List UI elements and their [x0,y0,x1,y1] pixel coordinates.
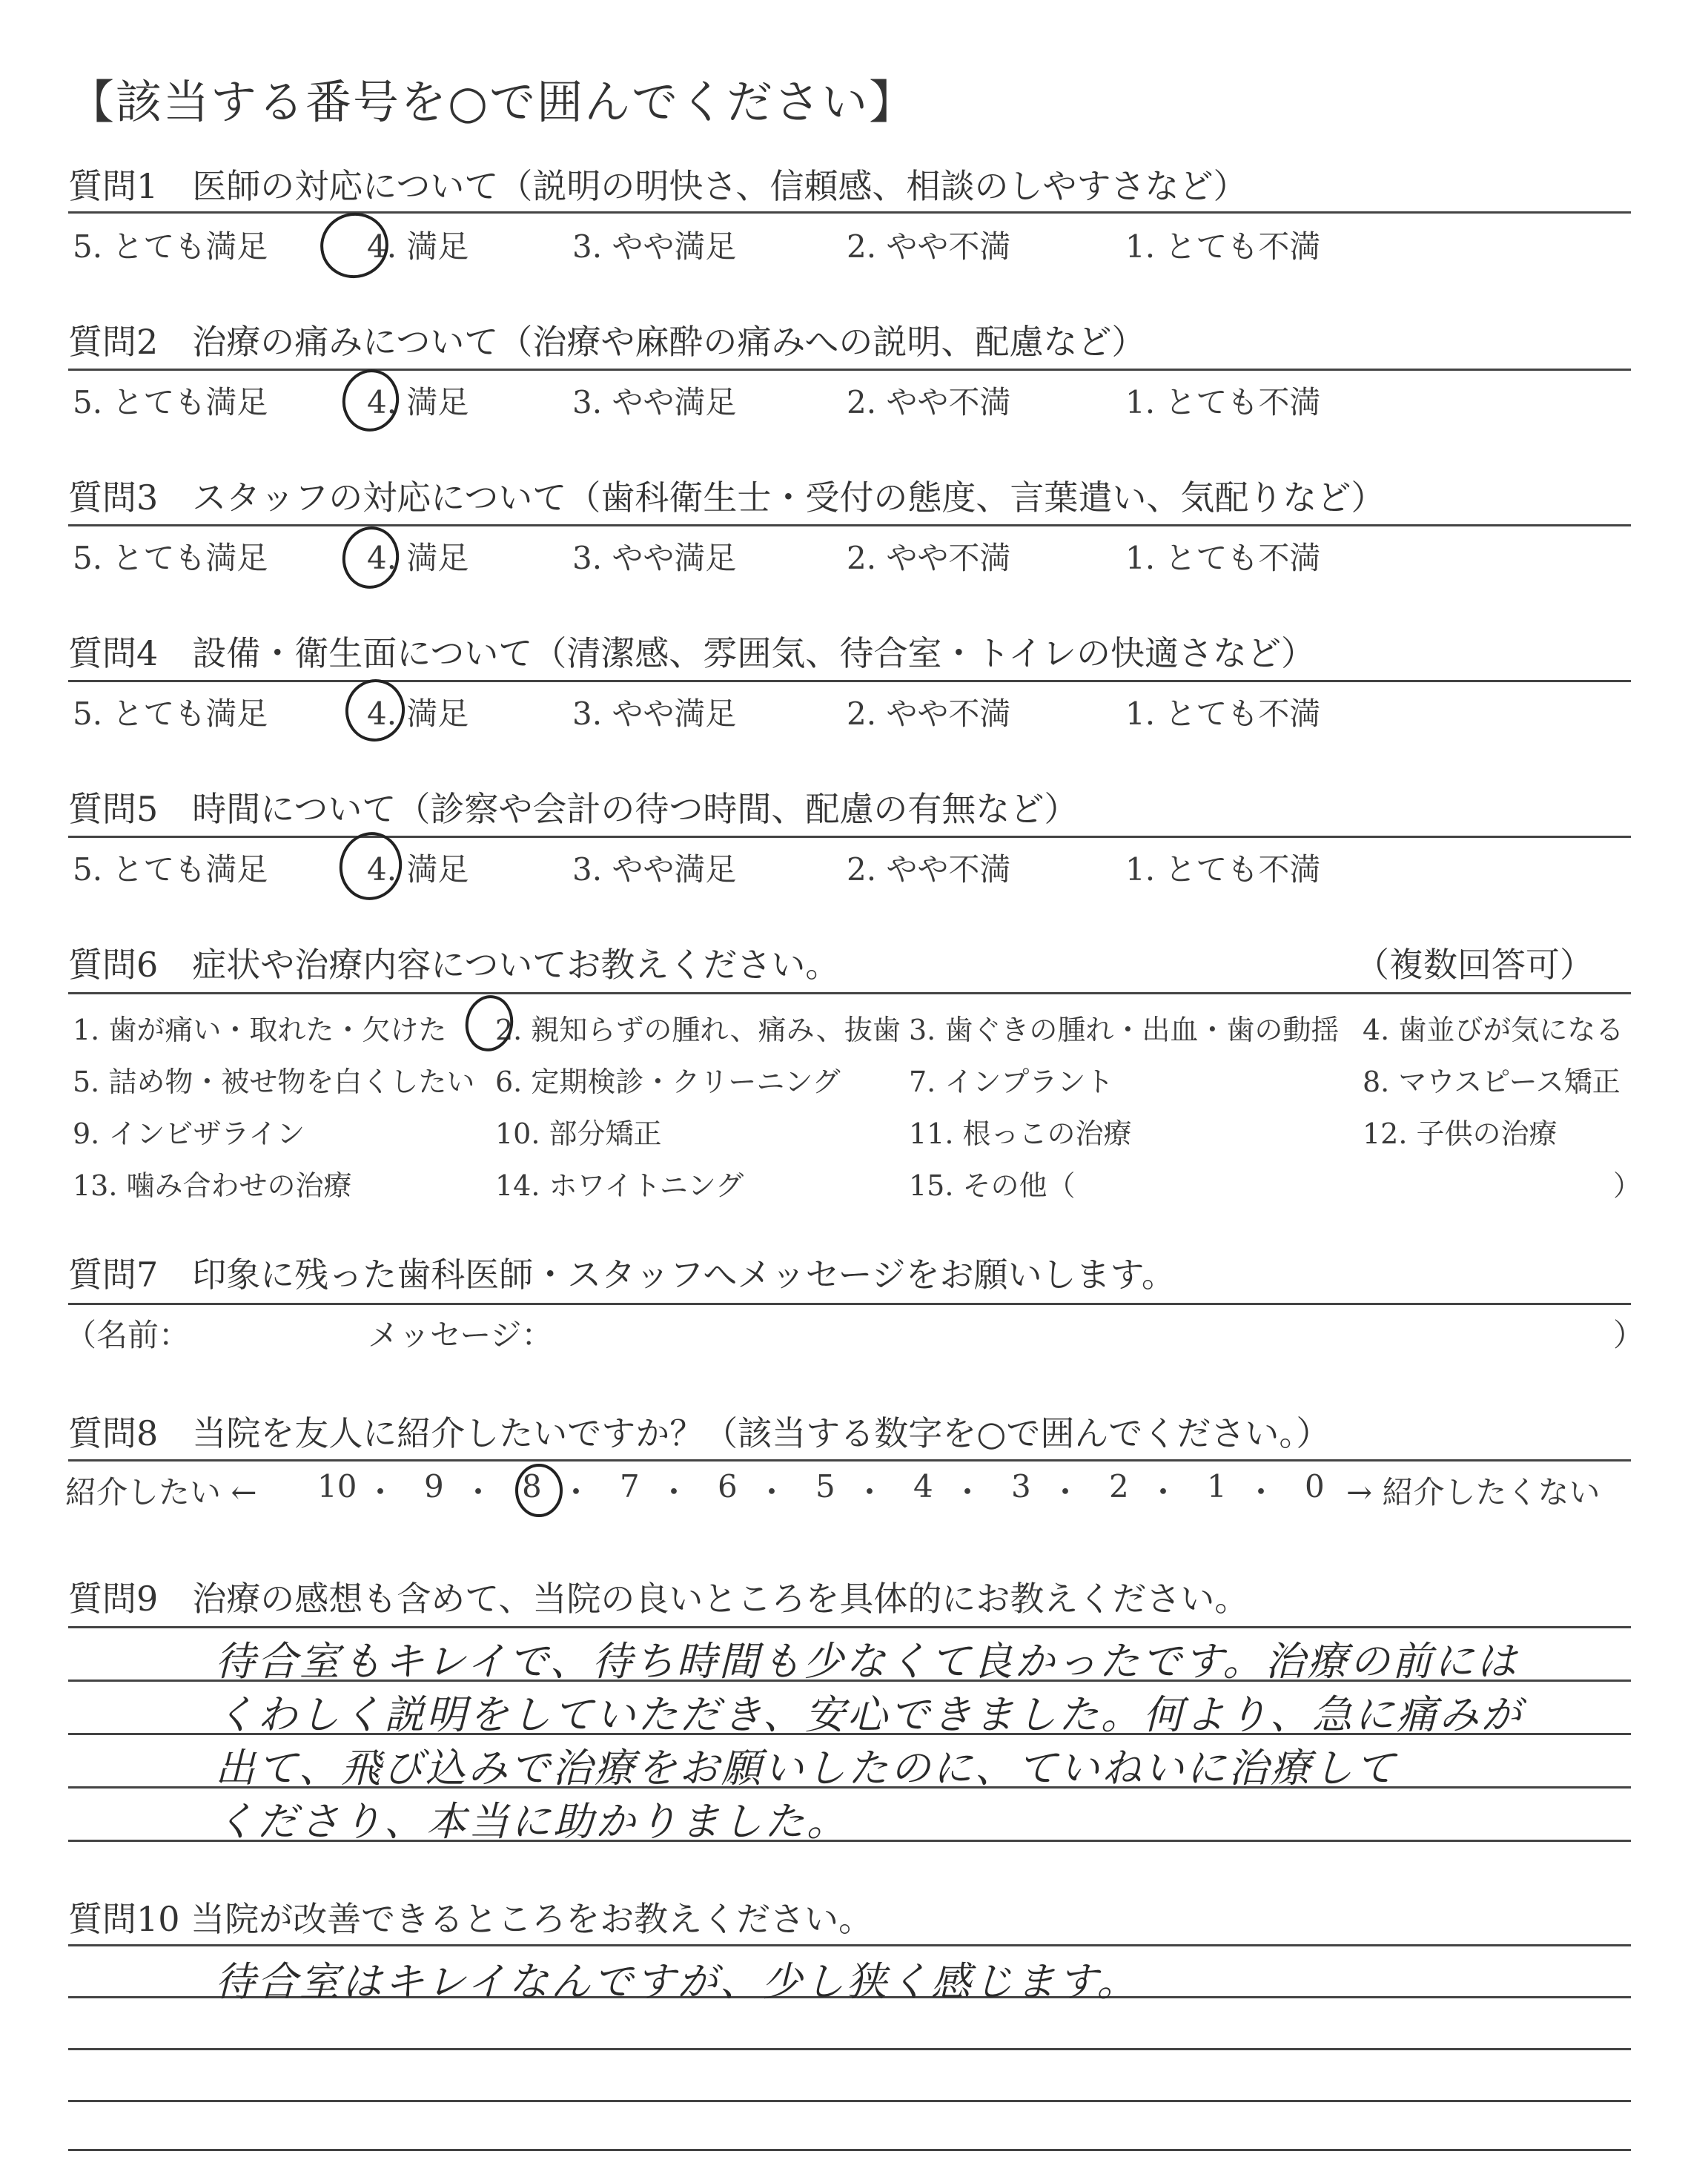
rating-option-1[interactable]: 1. とても不満 [1125,696,1321,732]
answer-line [68,2048,1631,2050]
question-title: 質問4 設備・衛生面について（清潔感、雰囲気、待合室・トイレの快適さなど） [68,633,1316,673]
symptom-option[interactable]: 9. インビザライン [73,1117,305,1150]
page-title: 【該当する番号を○で囲んでください】 [68,75,917,129]
symptom-option[interactable]: 1. 歯が痛い・取れた・欠けた [73,1014,447,1046]
scale-separator-dot: ・ [1245,1474,1277,1510]
rating-option-2[interactable]: 2. やや不満 [847,540,1011,576]
question-title: 質問3 スタッフの対応について（歯科衛生士・受付の態度、言葉遣い、気配りなど） [68,478,1386,518]
question-title: 質問8 当院を友人に紹介したいですか？（該当する数字を○で囲んでください。） [68,1413,1331,1453]
question-title: 質問2 治療の痛みについて（治療や麻酔の痛みへの説明、配慮など） [68,322,1146,362]
scale-number-2[interactable]: 2 [1109,1468,1129,1505]
divider [68,992,1631,994]
rating-option-2[interactable]: 2. やや不満 [847,851,1011,888]
scale-number-7[interactable]: 7 [620,1468,640,1505]
question-title: 質問9 治療の感想も含めて、当院の良いところを具体的にお教えください。 [68,1579,1249,1619]
rating-option-3[interactable]: 3. やや満足 [572,228,737,265]
rating-option-2[interactable]: 2. やや不満 [847,384,1011,420]
rating-option-5[interactable]: 5. とても満足 [73,851,268,888]
symptom-option[interactable]: 7. インプラント [909,1066,1114,1098]
scale-number-3[interactable]: 3 [1011,1468,1031,1505]
question-title: 質問6 症状や治療内容についてお教えください。 [68,945,840,985]
multiple-answer-note: （複数回答可） [1355,945,1594,985]
rating-option-4[interactable]: 4. 満足 [367,851,469,888]
symptom-option[interactable]: 2. 親知らずの腫れ、痛み、抜歯 [495,1014,901,1046]
symptom-option[interactable]: 14. ホワイトニング [495,1169,744,1202]
rating-option-1[interactable]: 1. とても不満 [1125,384,1321,420]
message-close-paren: ） [1613,1317,1645,1353]
scale-separator-dot: ・ [365,1474,397,1510]
answer-line [68,1944,1631,1946]
scale-number-6[interactable]: 6 [718,1468,738,1505]
recommend-right-label: → 紹介したくない [1346,1474,1601,1510]
symptom-option[interactable]: 3. 歯ぐきの腫れ・出血・歯の動揺 [909,1014,1340,1046]
divider [68,524,1631,526]
symptom-option[interactable]: 13. 噛み合わせの治療 [73,1169,352,1202]
rating-option-4[interactable]: 4. 満足 [367,384,469,420]
rating-option-3[interactable]: 3. やや満足 [572,851,737,888]
name-label: （名前： [65,1317,191,1353]
scale-number-1[interactable]: 1 [1207,1468,1227,1505]
scale-separator-dot: ・ [1050,1474,1082,1510]
symptom-option-other[interactable]: 15. その他（ [909,1169,1076,1202]
question-title: 質問5 時間について（診察や会計の待つ時間、配慮の有無など） [68,789,1079,829]
scale-separator-dot: ・ [658,1474,690,1510]
rating-option-4[interactable]: 4. 満足 [367,696,469,732]
handwritten-answer: くわしく説明をしていただき、安心できました。何より、急に痛みが [215,1691,1523,1738]
handwritten-answer: 待合室はキレイなんですが、少し狭く感じます。 [215,1958,1139,2005]
rating-option-5[interactable]: 5. とても満足 [73,540,268,576]
divider [68,211,1631,214]
symptom-option[interactable]: 6. 定期検診・クリーニング [495,1066,841,1098]
other-close-paren: ） [1613,1169,1642,1202]
symptom-option[interactable]: 10. 部分矯正 [495,1117,662,1150]
rating-option-2[interactable]: 2. やや不満 [847,696,1011,732]
scale-number-10[interactable]: 10 [317,1468,357,1505]
rating-option-4[interactable]: 4. 満足 [367,540,469,576]
rating-option-3[interactable]: 3. やや満足 [572,540,737,576]
answer-line [68,1626,1631,1628]
scale-separator-dot: ・ [952,1474,984,1510]
message-label: メッセージ： [368,1317,553,1353]
divider [68,369,1631,371]
rating-option-2[interactable]: 2. やや不満 [847,228,1011,265]
scale-separator-dot: ・ [1148,1474,1179,1510]
answer-line [68,2149,1631,2151]
rating-option-1[interactable]: 1. とても不満 [1125,540,1321,576]
scale-separator-dot: ・ [756,1474,788,1510]
scale-separator-dot: ・ [560,1474,592,1510]
rating-option-5[interactable]: 5. とても満足 [73,696,268,732]
symptom-option[interactable]: 12. 子供の治療 [1363,1117,1558,1150]
scale-separator-dot: ・ [463,1474,494,1510]
rating-option-3[interactable]: 3. やや満足 [572,384,737,420]
recommend-left-label: 紹介したい ← [65,1474,257,1510]
rating-option-5[interactable]: 5. とても満足 [73,228,268,265]
handwritten-answer: 待合室もキレイで、待ち時間も少なくて良かったです。治療の前には [215,1638,1519,1685]
rating-option-5[interactable]: 5. とても満足 [73,384,268,420]
rating-option-3[interactable]: 3. やや満足 [572,696,737,732]
divider [68,1459,1631,1462]
rating-option-1[interactable]: 1. とても不満 [1125,228,1321,265]
scale-number-8[interactable]: 8 [522,1468,542,1505]
rating-option-1[interactable]: 1. とても不満 [1125,851,1321,888]
symptom-option[interactable]: 8. マウスピース矯正 [1363,1066,1621,1098]
divider [68,836,1631,838]
scale-number-5[interactable]: 5 [815,1468,835,1505]
scale-number-4[interactable]: 4 [913,1468,933,1505]
scale-separator-dot: ・ [854,1474,886,1510]
answer-line [68,2100,1631,2102]
divider [68,680,1631,682]
question-title: 質問1 医師の対応について（説明の明快さ、信頼感、相談のしやすさなど） [68,166,1248,206]
symptom-option[interactable]: 4. 歯並びが気になる [1363,1014,1624,1046]
symptom-option[interactable]: 5. 詰め物・被せ物を白くしたい [73,1066,475,1098]
scale-number-9[interactable]: 9 [424,1468,444,1505]
symptom-option[interactable]: 11. 根っこの治療 [909,1117,1132,1150]
rating-option-4[interactable]: 4. 満足 [367,228,469,265]
divider [68,1303,1631,1305]
handwritten-answer: 出て、飛び込みで治療をお願いしたのに、ていねいに治療して [215,1745,1397,1791]
scale-number-0[interactable]: 0 [1305,1468,1325,1505]
question-title: 質問7 印象に残った歯科医師・スタッフへメッセージをお願いします。 [68,1255,1176,1295]
question-title: 質問10 当院が改善できるところをお教えください。 [68,1899,873,1939]
handwritten-answer: くださり、本当に助かりました。 [215,1798,849,1845]
